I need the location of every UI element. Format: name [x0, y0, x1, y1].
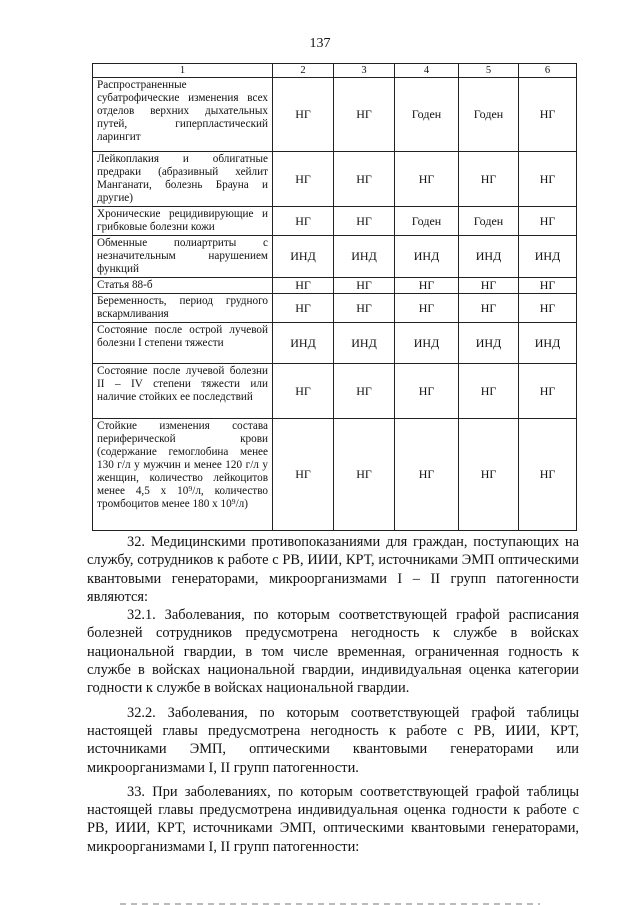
condition-cell: Лейкоплакия и облигатные предраки (абразивный хейлит Манганати, болезнь Брауна и другие) [93, 152, 273, 207]
value-cell: НГ [395, 419, 459, 531]
condition-cell: Распространенные субатрофические изменения всех отделов верхних дыхательных путей, гиперпластический ларингит [93, 78, 273, 152]
value-cell: НГ [273, 207, 334, 236]
table-row [93, 78, 577, 152]
value-cell: ИНД [519, 236, 577, 278]
table-header-row [93, 64, 577, 78]
value-cell: НГ [273, 278, 334, 294]
value-cell: Годен [395, 207, 459, 236]
value-cell: НГ [395, 294, 459, 323]
column-header: 1 [93, 64, 273, 78]
paragraph-33: 33. При заболеваниях, по которым соответствующей графой таблицы настоящей главы предусмотрена индивидуальная оценка годности к работе с РВ, ИИИ, КРТ, источниками ЭМП, оптическими квантовыми генераторами, микроорганизмами I, II групп патогенности: [87, 783, 579, 855]
value-cell: НГ [519, 207, 577, 236]
value-cell: НГ [334, 152, 395, 207]
table-row [93, 207, 577, 236]
value-cell: Годен [395, 78, 459, 152]
value-cell: НГ [519, 278, 577, 294]
condition-cell: Статья 88-б [93, 278, 273, 294]
value-cell: ИНД [519, 323, 577, 364]
condition-cell: Состояние после острой лучевой болезни I степени тяжести [93, 323, 273, 364]
value-cell: НГ [519, 78, 577, 152]
value-cell: НГ [519, 152, 577, 207]
value-cell: ИНД [395, 236, 459, 278]
column-header: 4 [395, 64, 459, 78]
value-cell: НГ [334, 364, 395, 419]
value-cell: НГ [395, 278, 459, 294]
value-cell: НГ [395, 152, 459, 207]
value-cell: НГ [273, 152, 334, 207]
value-cell: НГ [395, 364, 459, 419]
column-header: 3 [334, 64, 395, 78]
fitness-table [92, 63, 577, 531]
value-cell: Годен [459, 78, 519, 152]
value-cell: НГ [334, 294, 395, 323]
value-cell: ИНД [334, 236, 395, 278]
table-row [93, 236, 577, 278]
condition-cell: Беременность, период грудного вскармливания [93, 294, 273, 323]
value-cell: НГ [519, 419, 577, 531]
value-cell: НГ [459, 419, 519, 531]
page-number: 137 [309, 36, 331, 51]
condition-cell: Состояние после лучевой болезни II – IV степени тяжести или наличие стойких ее последствий [93, 364, 273, 419]
column-header: 5 [459, 64, 519, 78]
value-cell: НГ [334, 78, 395, 152]
value-cell: НГ [459, 278, 519, 294]
value-cell: НГ [519, 294, 577, 323]
value-cell: НГ [459, 364, 519, 419]
value-cell: НГ [273, 78, 334, 152]
condition-cell: Обменные полиартриты с незначительным нарушением функций [93, 236, 273, 278]
table-row [93, 364, 577, 419]
value-cell: НГ [519, 364, 577, 419]
value-cell: ИНД [273, 323, 334, 364]
table-row [93, 323, 577, 364]
value-cell: Годен [459, 207, 519, 236]
paragraph-32: 32. Медицинскими противопоказаниями для граждан, поступающих на службу, сотрудников к работе с РВ, ИИИ, КРТ, источниками ЭМП оптическими квантовыми генераторами, микроорганизмами I – II групп патогенности являются: [87, 534, 579, 605]
table-row [93, 152, 577, 207]
value-cell: НГ [273, 294, 334, 323]
column-header: 6 [519, 64, 577, 78]
paragraph-32-2: 32.2. Заболевания, по которым соответствующей графой таблицы настоящей главы предусмотрена негодность к работе с РВ, ИИИ, КРТ, источниками ЭМП, оптическими квантовыми генераторами или микроорганизмами I, II групп патогенности. [87, 704, 579, 776]
condition-cell: Хронические рецидивирующие и грибковые болезни кожи [93, 207, 273, 236]
body-text [87, 533, 579, 856]
value-cell: ИНД [273, 236, 334, 278]
value-cell: НГ [334, 278, 395, 294]
value-cell: НГ [334, 419, 395, 531]
value-cell: ИНД [459, 323, 519, 364]
value-cell: НГ [459, 152, 519, 207]
value-cell: ИНД [395, 323, 459, 364]
column-header: 2 [273, 64, 334, 78]
table-row [93, 419, 577, 531]
table-row [93, 294, 577, 323]
table-row [93, 278, 577, 294]
value-cell: НГ [273, 419, 334, 531]
condition-cell: Стойкие изменения состава периферической крови (содержание гемоглобина менее 130 г/л у мужчин и менее 120 г/л у женщин, количество лейкоцитов менее 4,5 х 10⁹/л, количество тромбоцитов менее 180 х 10⁹/л) [93, 419, 273, 531]
value-cell: ИНД [334, 323, 395, 364]
value-cell: НГ [273, 364, 334, 419]
value-cell: ИНД [459, 236, 519, 278]
value-cell: НГ [459, 294, 519, 323]
value-cell: НГ [334, 207, 395, 236]
paragraph-32-1: 32.1. Заболевания, по которым соответствующей графой расписания болезней сотрудников предусмотрена негодность к службе в войсках национальной гвардии, в том числе временная, ограниченная годность к службе в войсках национальной гвардии, индивидуальная оценка категории годности к службе в войсках национальной гвардии. [87, 607, 579, 697]
